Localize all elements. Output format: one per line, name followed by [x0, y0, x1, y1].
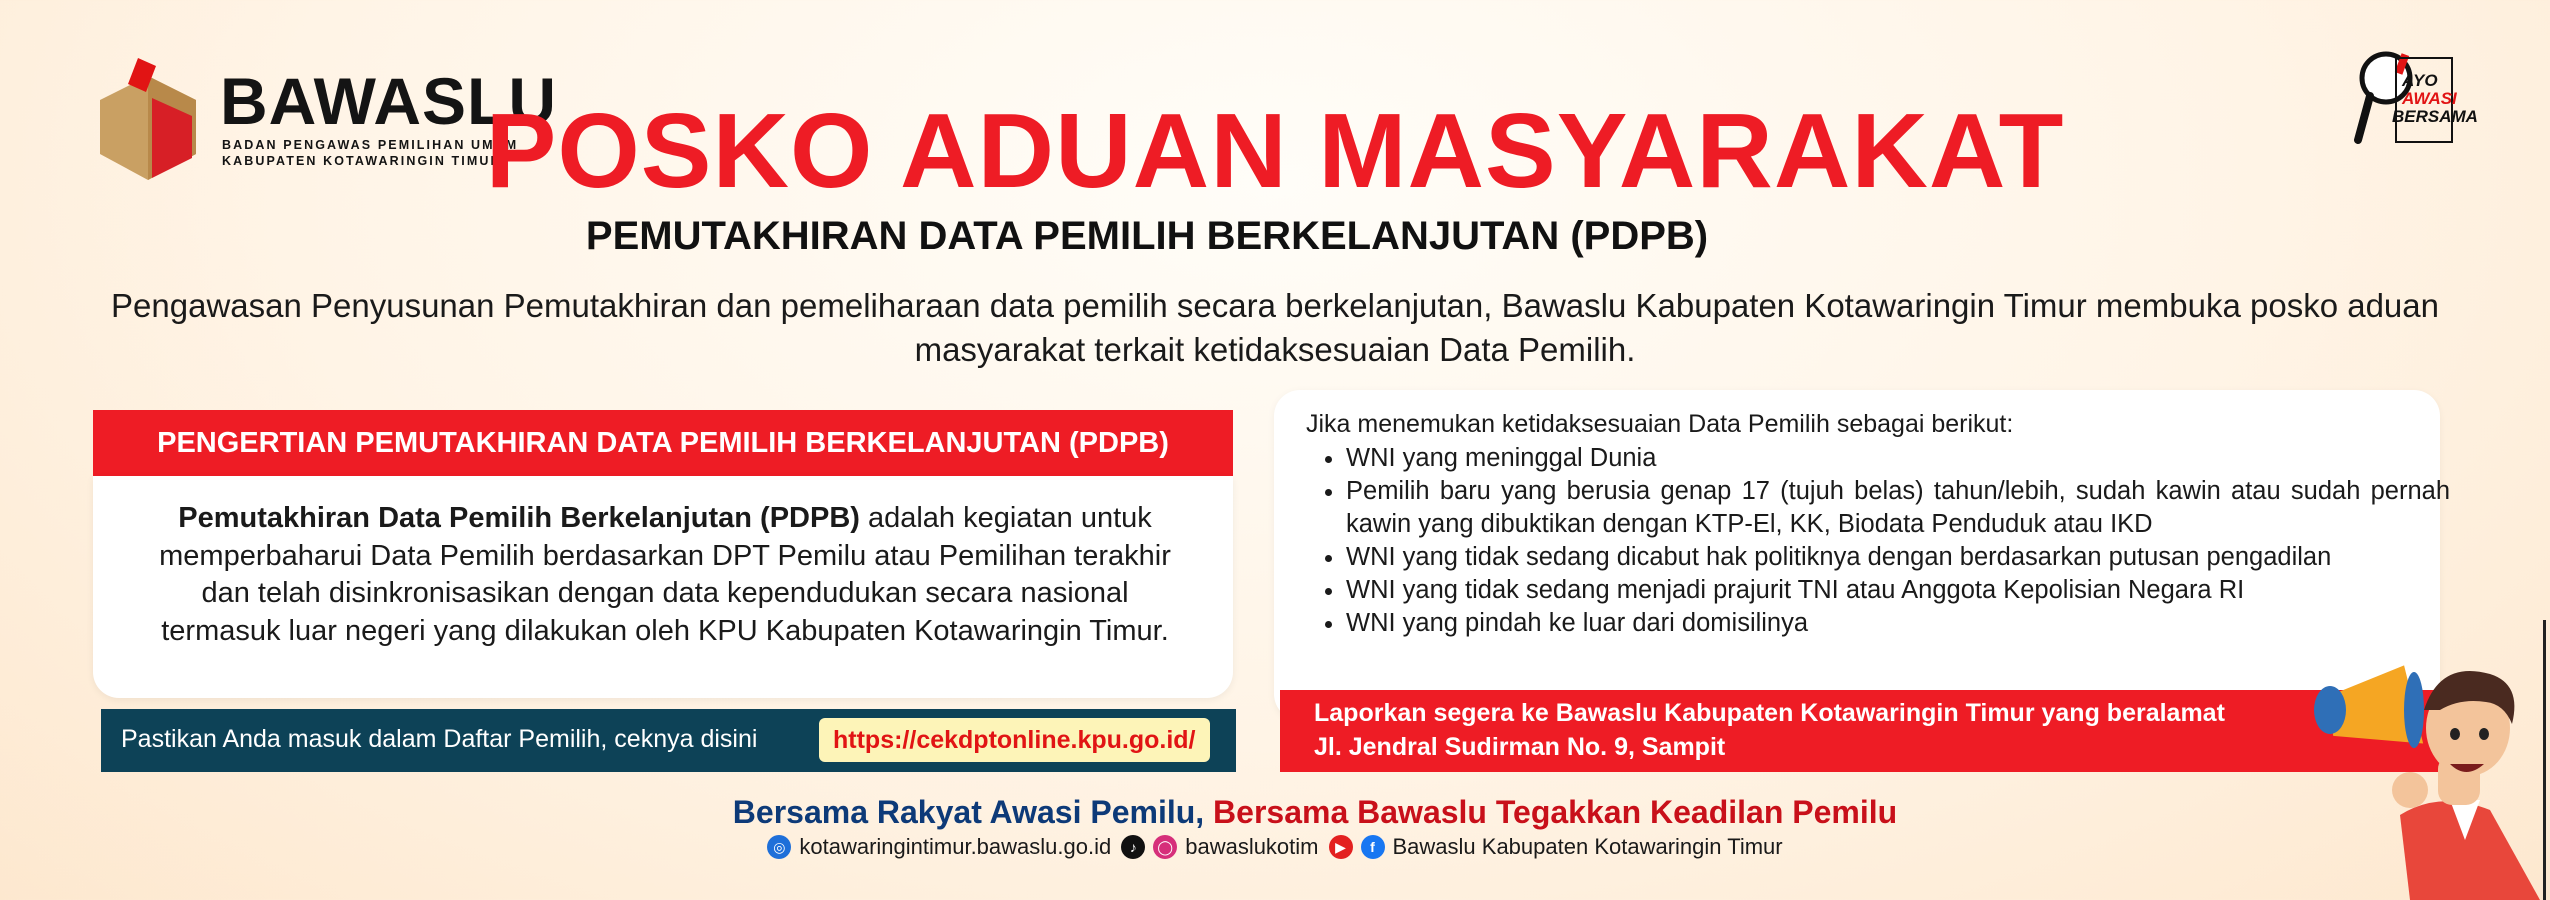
slogan-part-1: Bersama Rakyat Awasi Pemilu, — [732, 794, 1214, 830]
definition-term: Pemutakhiran Data Pemilih Berkelanjutan (PDPB) — [178, 502, 860, 534]
website-text: kotawaringintimur.bawaslu.go.id — [799, 834, 1112, 859]
slogan — [0, 796, 2550, 828]
logo-title: BAWASLU — [220, 64, 557, 138]
megaphone-man-illustration — [2290, 640, 2550, 900]
globe-icon: ◎ — [767, 835, 791, 859]
list-item: • WNI yang meninggal Dunia — [1346, 442, 2450, 475]
youtube-icon: ▶ — [1329, 835, 1353, 859]
list-item: • Pemilih baru yang berusia genap 17 (tujuh belas) tahun/lebih, sudah kawin atau sudah pernah kawin yang dibuktikan dengan KTP-El, KK, Biodata Penduduk atau IKD — [1346, 475, 2450, 541]
facebook-icon: f — [1361, 835, 1385, 859]
badge-text-bersama: BERSAMA — [2392, 107, 2478, 126]
check-voter-text: Pastikan Anda masuk dalam Daftar Pemilih, ceknya disini — [121, 725, 758, 753]
definition-heading: PENGERTIAN PEMUTAKHIRAN DATA PEMILIH BERKELANJUTAN (PDPB) — [93, 410, 1233, 476]
page-title: POSKO ADUAN MASYARAKAT — [485, 92, 2065, 210]
website-link[interactable] — [767, 834, 1111, 860]
list-item: • WNI yang pindah ke luar dari domisilinya — [1346, 607, 2450, 640]
list-item: • WNI yang tidak sedang dicabut hak politiknya dengan berdasarkan putusan pengadilan — [1346, 541, 2450, 574]
criteria-intro: Jika menemukan ketidaksesuaian Data Pemilih sebagai berikut: — [1306, 410, 2014, 438]
intro-text: Pengawasan Penyusunan Pemutakhiran dan pemeliharaan data pemilih secara berkelanjutan, Bawaslu Kabupaten Kotawaringin Timur membuka posko aduan masyarakat terkait ketidaksesuaian Data Pemilih. — [111, 287, 2439, 368]
facebook-link[interactable] — [1329, 834, 1783, 860]
list-item: • WNI yang tidak sedang menjadi prajurit TNI atau Anggota Kepolisian Negara RI — [1346, 574, 2450, 607]
page-subtitle: PEMUTAKHIRAN DATA PEMILIH BERKELANJUTAN (PDPB) — [585, 214, 1709, 258]
report-bar — [1280, 690, 2460, 772]
report-text: Laporkan segera ke Bawaslu Kabupaten Kotawaringin Timur yang beralamat — [1314, 699, 2225, 727]
tiktok-icon: ♪ — [1121, 835, 1145, 859]
social-handle-text: bawaslukotim — [1185, 834, 1319, 859]
criteria-list — [1306, 442, 2450, 640]
definition-body: adalah kegiatan untuk memperbaharui Data Pemilih berdasarkan DPT Pemilu atau Pemilihan terakhir dan telah disinkronisasikan dengan data kependudukan secara nasional termasuk luar negeri yang dilakukan oleh KPU Kabupaten Kotawaringin Timur. — [159, 502, 1171, 647]
definition-text — [140, 500, 1190, 650]
slogan-part-2: Bersama Bawaslu Tegakkan Keadilan Pemilu — [1213, 794, 1898, 830]
badge-text-ayo: AYO — [2402, 71, 2438, 90]
badge-text-awasi: AWASI — [2402, 89, 2457, 108]
facebook-text: Bawaslu Kabupaten Kotawaringin Timur — [1392, 834, 1783, 859]
logo-subtitle-2: KABUPATEN KOTAWARINGIN TIMUR — [222, 154, 502, 168]
report-address: Jl. Jendral Sudirman No. 9, Sampit — [1314, 733, 1726, 761]
footer-links — [0, 834, 2550, 860]
cekdpt-link[interactable]: https://cekdptonline.kpu.go.id/ — [819, 718, 1210, 762]
social-handle-link[interactable] — [1121, 834, 1318, 860]
check-voter-bar — [101, 709, 1236, 772]
instagram-icon: ◯ — [1153, 835, 1177, 859]
logo-subtitle-1: BADAN PENGAWAS PEMILIHAN UMUM — [222, 138, 519, 152]
